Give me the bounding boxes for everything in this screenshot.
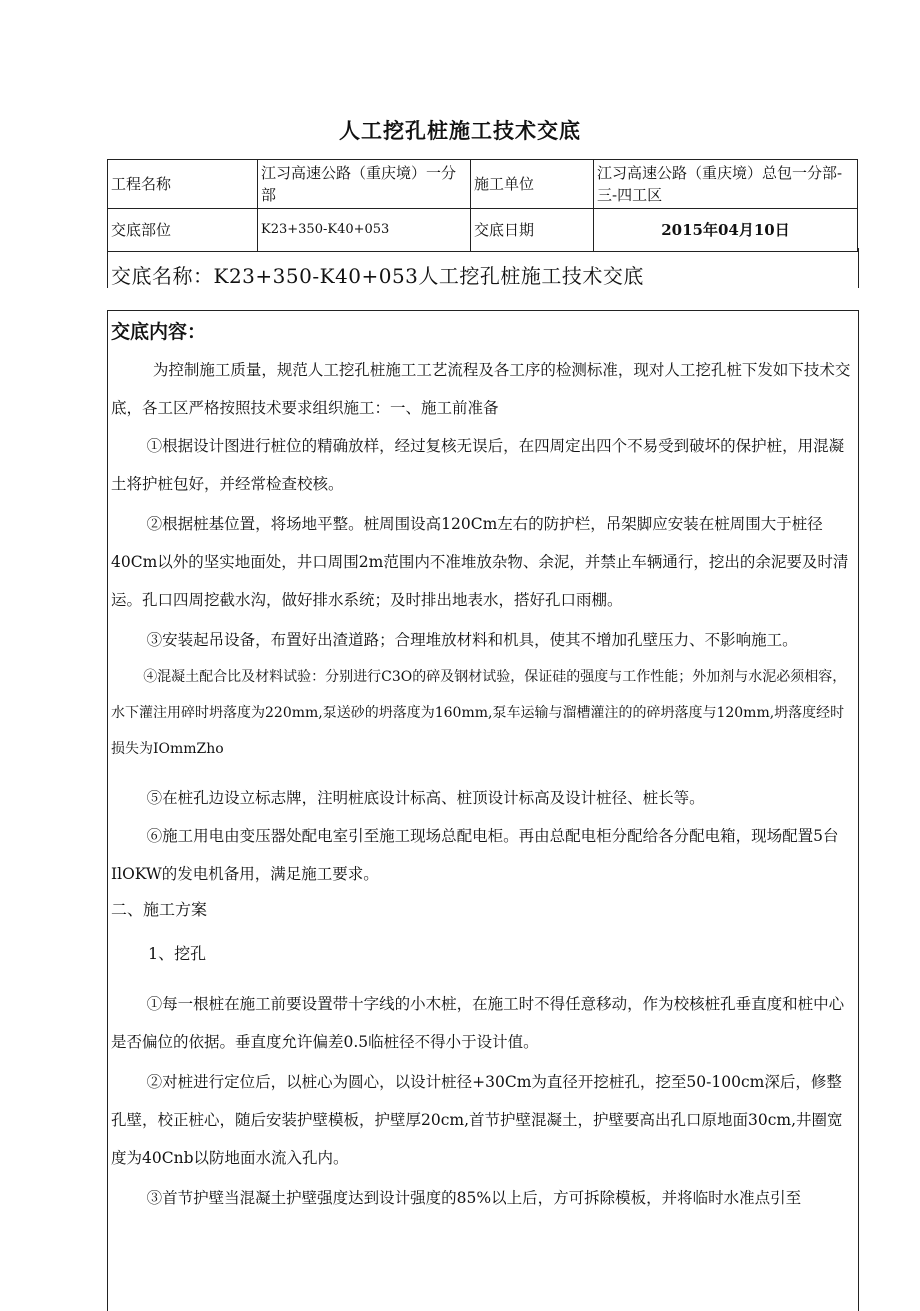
content-box [107,310,859,1311]
prep-item-1: ①根据设计图进行桩位的精确放样，经过复核无误后，在四周定出四个不易受到破坏的保护桩，用混凝土将护桩包好，并经常检查校核。 [111,437,845,493]
content-heading: 交底内容： [111,321,207,343]
handover-part-value: K23+350-K40+053 [258,209,471,252]
prep-item-3: ③安装起吊设备，布置好出渣道路；合理堆放材料和机具，使其不增加孔壁压力、不影响施工。 [146,631,798,649]
header-row-project [108,160,858,209]
prep-item-6: ⑥施工用电由变压器处配电室引至施工现场总配电柜。再由总配电柜分配给各分配电箱，现场配置5台IlOKW的发电机备用，满足施工要求。 [111,827,839,883]
dig-item-3: ③首节护壁当混凝土护壁强度达到设计强度的85%以上后，方可拆除模板，并将临时水准点引至 [146,1189,802,1207]
handover-date-value: 2015年04月10日 [594,209,858,252]
section-construction-plan: 二、施工方案 [111,900,208,919]
handover-name-row [107,248,859,288]
construction-unit-label: 施工单位 [471,160,594,209]
subsection-digging: 1、挖孔 [148,944,207,963]
prep-item-2: ②根据桩基位置，将场地平整。桩周围设高120Cm左右的防护栏，吊架脚应安装在桩周围大于桩径40Cm以外的坚实地面处，井口周围2m范围内不准堆放杂物、余泥，并禁止车辆通行，挖出的余泥要及时清运。孔口四周挖截水沟，做好排水系统；及时排出地表水，搭好孔口雨棚。 [111,515,849,609]
handover-part-label: 交底部位 [108,209,258,252]
prep-item-4: ④混凝土配合比及材料试验：分别进行C3O的碎及钢材试验，保证硅的强度与工作性能；外加剂与水泥必须相容，水下灌注用碎时坍落度为220mm,泵送砂的坍落度为160mm,泵车运输与溜槽灌注的的碎坍落度与120mm,坍落度经时损失为IOmmZho [111,669,847,757]
header-table [107,159,858,252]
dig-item-1: ①每一根桩在施工前要设置带十字线的小木桩，在施工时不得任意移动，作为校核桩孔垂直度和桩中心是否偏位的依据。垂直度允许偏差0.5临桩径不得小于设计值。 [111,995,845,1051]
prep-item-5: ⑤在桩孔边设立标志牌，注明桩底设计标高、桩顶设计标高及设计桩径、桩长等。 [146,789,705,807]
page-title: 人工挖孔桩施工技术交底 [339,118,581,143]
project-name-value: 江习高速公路（重庆境）一分部 [258,160,471,209]
dig-item-2: ②对桩进行定位后，以桩心为圆心，以设计桩径+30Cm为直径开挖桩孔，挖至50-100cm深后，修整孔壁，校正桩心，随后安装护壁模板，护壁厚20cm,首节护壁混凝土，护壁要高出孔口原地面30cm,井圈宽度为40Cnb以防地面水流入孔内。 [111,1073,843,1167]
handover-name: 交底名称：K23+350-K40+053人工挖孔桩施工技术交底 [111,264,644,288]
construction-unit-value: 江习高速公路（重庆境）总包一分部-三-四工区 [594,160,858,209]
intro-paragraph: 为控制施工质量，规范人工挖孔桩施工工艺流程及各工序的检测标准，现对人工挖孔桩下发如下技术交底，各工区严格按照技术要求组织施工：一、施工前准备 [111,361,851,417]
header-row-handover [108,209,858,252]
project-name-label: 工程名称 [108,160,258,209]
handover-date-label: 交底日期 [471,209,594,252]
